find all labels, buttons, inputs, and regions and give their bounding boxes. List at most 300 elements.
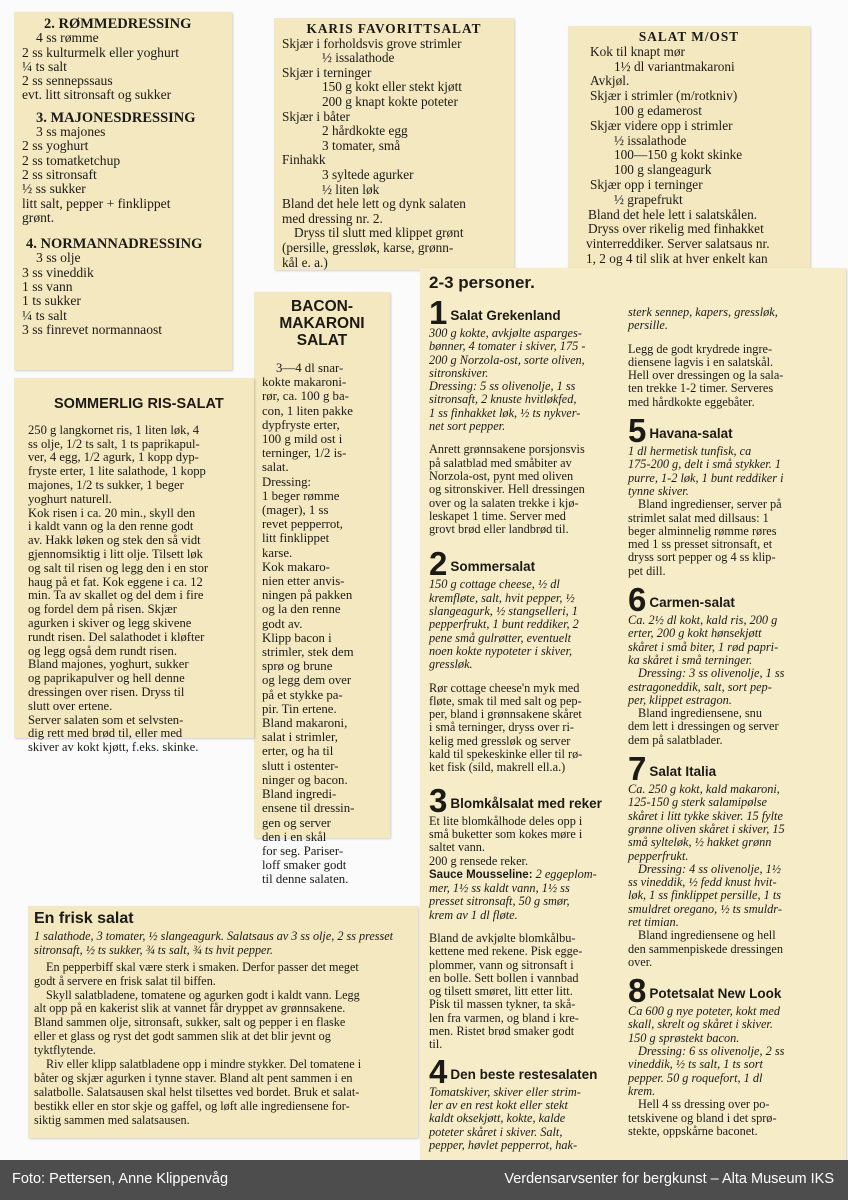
text-line: kremfløte, salt, hvit pepper, ½ <box>429 590 575 605</box>
text-line: strimler, stek dem <box>262 645 354 660</box>
text-line: vineddik, ½ ts salt, 1 ts sort <box>628 1057 763 1072</box>
text-line: i kaldt vann og la den renne godt <box>28 519 194 534</box>
text-line: Pisk til massen tykner, ta skå- <box>429 997 576 1012</box>
text-line: loff smaker godt <box>262 858 347 873</box>
salad-6-ingredients <box>628 614 840 707</box>
text-line: 3 ss vineddik <box>22 264 94 280</box>
text-line: SALAT <box>296 332 348 349</box>
personer-left-column <box>429 273 635 1152</box>
text-line: slangeagurk, ½ stangselleri, 1 <box>429 604 578 619</box>
text-line: med dressing nr. 2. <box>282 210 383 226</box>
text-line: 3 ss olje <box>36 250 81 266</box>
text-line: ½ grapefrukt <box>614 191 683 207</box>
dressing-4-title: 4. NORMANNADRESSING <box>26 236 203 253</box>
text-line: over. <box>628 954 653 969</box>
text-line: (mager), 1 ss <box>262 503 329 518</box>
text-line: slutt over ertene. <box>28 698 113 713</box>
salad-4-ingredients-cont <box>628 306 840 333</box>
text-line: 3 tomater, små <box>322 137 401 153</box>
text-line: bønner, 4 tomater i skiver, 175 - <box>429 339 586 354</box>
text-line: på et stykke pa- <box>262 687 343 702</box>
text-line: Avkjøl. <box>590 73 630 89</box>
text-line: løk, 1 ss finklippet persille, 1 ts <box>628 888 782 903</box>
text-line: pepperfrukt. <box>628 848 689 863</box>
text-line: Bland majones, yoghurt, sukker <box>28 657 189 672</box>
text-line: skåret i små biter, 1 rød papri- <box>628 639 779 654</box>
text-line: med 1 ss presset sitronsaft, et <box>628 537 773 552</box>
text-line: 3 syltede agurker <box>322 166 414 182</box>
text-line: Skjær i terninger <box>282 64 372 80</box>
salad-3-sauce-first: 2 eggeplom- <box>532 866 597 881</box>
text-line: til. <box>429 1037 443 1052</box>
text-line: rør, ca. 100 g ba- <box>262 389 349 404</box>
salad-6-title: Carmen-salat <box>649 595 735 611</box>
salad-3-title: Blomkålsalat med reker <box>450 795 602 811</box>
salad-2 <box>429 545 635 775</box>
text-line: den i en skål <box>262 829 327 844</box>
text-line: pet dill. <box>628 563 666 578</box>
text-line: til denne salaten. <box>262 872 349 887</box>
salad-7 <box>628 750 840 969</box>
salat-m-ost-clipping <box>568 26 810 284</box>
dressing-4-lines <box>22 251 224 337</box>
text-line: len fra varmen, og bland i kre- <box>429 1010 579 1025</box>
text-line: 200 g Norzola-ost, sorte oliven, <box>429 352 585 367</box>
text-line: leskapet 1 time. Server med <box>429 508 566 523</box>
text-line: 100—150 g kokt skinke <box>614 147 743 163</box>
text-line: pepperfrukt, 1 bunt reddiker, 2 <box>429 617 579 632</box>
text-line: Klipp bacon i <box>262 630 332 645</box>
personer-right-column <box>628 306 840 1138</box>
text-line: 2 ss tomatketchup <box>22 152 121 168</box>
text-line: 250 g langkornet ris, 1 liten løk, 4 <box>28 422 200 437</box>
bacon-makaroni-clipping <box>254 292 390 887</box>
text-line: nien etter anvis- <box>262 574 345 589</box>
salad-5-title: Havana-salat <box>649 426 733 442</box>
text-line: sitronsaft, ½ ts sukker, ¾ ts salt, ¾ ts hvit pepper. <box>34 942 273 957</box>
text-line: Kok risen i ca. 20 min., skyll den <box>28 505 196 520</box>
text-line: saltet vann. <box>429 840 486 855</box>
text-line: stekte, oppskårne baconet. <box>628 1123 758 1138</box>
text-line: fløte, smak til med salt og pep- <box>429 693 582 708</box>
salad-3-number: 3 <box>429 781 448 819</box>
salad-2-text <box>429 682 635 775</box>
text-line: ningen på pakken <box>262 588 353 603</box>
text-line: con, 1 liten pakke <box>262 403 353 418</box>
text-line: kaldt oksekjøtt, kokte, kalde <box>429 1111 566 1126</box>
bacon-lines <box>262 361 382 887</box>
text-line: og legg dem over <box>262 673 352 688</box>
text-line: vinterreddiker. Server salatsaus nr. <box>586 236 770 252</box>
text-line: (persille, gressløk, karse, grønn- <box>282 239 454 255</box>
salad-5-number: 5 <box>628 412 647 450</box>
salad-8-title: Potetsalat New Look <box>649 986 782 1002</box>
text-line: Et lite blomkålhode deles opp i <box>429 813 583 828</box>
salad-4-ingredients <box>429 1086 635 1152</box>
text-line: Dressing: 5 ss olivenolje, 1 ss <box>429 379 576 394</box>
text-line: men. Ristet brød smaker godt <box>429 1024 575 1039</box>
text-line: Skjær videre opp i strimler <box>590 117 733 133</box>
text-line: persille. <box>628 318 668 333</box>
text-line: dem på salatblader. <box>628 732 723 747</box>
text-line: 4 ss rømme <box>36 30 99 46</box>
text-line: 150 g kokt eller stekt kjøtt <box>322 79 462 95</box>
text-line: Bland sammen olje, sitronsaft, sukker, salt og pepper i en flaske <box>34 1015 346 1030</box>
text-line: Dressing: 3 ss olivenolje, 1 ss <box>638 666 785 681</box>
text-line: kelig med gressløk og server <box>429 733 571 748</box>
text-line: ninger og bacon. <box>262 772 348 787</box>
text-line: 3 ss majones <box>36 124 106 140</box>
text-line: smuldret oregano, ½ ts smuldr- <box>628 901 782 916</box>
text-line: ½ issalathode <box>614 132 687 148</box>
text-line: og legg også dem rundt risen. <box>28 643 177 658</box>
salad-2-title: Sommersalat <box>450 559 536 575</box>
text-line: krem av 1 dl fløte. <box>429 907 518 922</box>
text-line: Skyll salatbladene, tomatene og agurken godt i kaldt vann. Legg <box>46 987 360 1002</box>
en-frisk-salat-clipping <box>28 906 418 1138</box>
text-line: Anrett grønnsakene porsjonsvis <box>429 442 585 457</box>
text-line: siktig sammen med salatsausen. <box>34 1112 190 1127</box>
text-line: og la den renne <box>262 602 341 617</box>
text-line: agurken i skiver og legg skivene <box>28 615 192 630</box>
salad-8-ingredients <box>628 1005 840 1098</box>
text-line: ½ liten løk <box>322 181 380 197</box>
text-line: 2 ss sennepssaus <box>22 73 113 89</box>
text-line: og salt til risen og legg den i en stor <box>28 560 209 575</box>
text-line: ket fisk (sild, makrell ell.a.) <box>429 760 566 775</box>
text-line: ss vineddik, ½ fedd knust hvit- <box>628 875 777 890</box>
text-line: skiver av kokt kjøtt, f.eks. skinke. <box>28 740 199 755</box>
text-line: for seg. Pariser- <box>262 843 344 858</box>
text-line: den sammenpiskede dressingen <box>628 941 784 956</box>
text-line: og tilsett smøret, litt etter litt. <box>429 984 573 999</box>
text-line: haug på et fat. Kok eggene i ca. 12 <box>28 574 203 589</box>
text-line: 100 g mild ost i <box>262 432 343 447</box>
text-line: pepper, høvlet pepperrot, hak- <box>429 1137 578 1152</box>
text-line: beger alminnelig rømme røres <box>628 523 777 538</box>
text-line: Kok makaro- <box>262 559 330 574</box>
text-line: over og la salaten trekke i kjø- <box>429 495 579 510</box>
salad-5 <box>628 412 840 578</box>
text-line: Finhakk <box>282 152 326 168</box>
text-line: Bland makaroni, <box>262 716 348 731</box>
text-line: 1½ dl variantmakaroni <box>614 58 735 74</box>
text-line: BACON- <box>291 298 353 315</box>
text-line: godt av. <box>262 616 303 631</box>
text-line: skall, skrelt og skåret i skiver. <box>628 1017 773 1032</box>
text-line: 1 ss vann <box>22 279 73 295</box>
text-line: ensene til dressin- <box>262 801 355 816</box>
text-line: terninger, 1/2 is- <box>262 446 347 461</box>
text-line: kald til spekeskinke eller til rø- <box>429 747 583 762</box>
text-line: Ca 600 g nye poteter, kokt med <box>628 1004 780 1019</box>
text-line: grovt brød eller landbrød til. <box>429 522 569 537</box>
text-line: og fordel dem på risen. Skjær <box>28 602 177 617</box>
text-line: karse. <box>262 545 293 560</box>
text-line: poteter skåret i skiver. Salt, <box>429 1124 563 1139</box>
ost-lines <box>576 45 802 282</box>
text-line: pepper. 50 g roquefort, 1 dl <box>628 1070 763 1085</box>
museum-credit: Verdensarvsenter for bergkunst – Alta Museum IKS <box>504 1171 834 1187</box>
text-line: Hell 4 ss dressing over po- <box>638 1097 770 1112</box>
salad-5-ingredients <box>628 445 840 498</box>
ris-lines <box>28 424 246 755</box>
text-line: 100 g edamerost <box>614 102 702 118</box>
salad-2-number: 2 <box>429 545 448 583</box>
text-line: Ca. 2½ dl kokt, kald ris, 200 g <box>628 613 778 628</box>
text-line: godt å servere en frisk salat til biffen. <box>34 973 216 988</box>
text-line: litt finklippet <box>262 531 330 546</box>
karis-title: KARIS FAVORITTSALAT <box>306 21 482 36</box>
text-line: Skjær i båter <box>282 108 350 124</box>
text-line: Server salaten som et selvsten- <box>28 712 184 727</box>
text-line: Tomatskiver, skiver eller strim- <box>429 1084 581 1099</box>
text-line: evt. litt sitronsaft og sukker <box>22 87 172 103</box>
text-line: 3—4 dl snar- <box>276 361 344 375</box>
text-line: ½ ss sukker <box>22 181 86 197</box>
frisk-lines <box>34 961 412 1128</box>
text-line: ¼ ts salt <box>22 58 67 74</box>
text-line: på salatblad med småbiter av <box>429 455 572 470</box>
text-line: ka skåret i små terninger. <box>628 652 753 667</box>
text-line: 3 ss finrevet normannaost <box>22 321 163 337</box>
text-line: gressløk. <box>429 657 473 672</box>
salad-4-text <box>628 343 840 409</box>
text-line: plommer, vann og sitronsaft i <box>429 957 574 972</box>
text-line: en bolle. Sett bollen i vannbad <box>429 970 579 985</box>
salad-6-number: 6 <box>628 581 647 619</box>
text-line: eller et glass og ryst det godt sammen slik at det blir jevnt og <box>34 1029 331 1044</box>
salad-1 <box>429 294 635 537</box>
text-line: 1 beger rømme <box>262 488 340 503</box>
text-line: tetskivene og bland i det sprø- <box>628 1110 777 1125</box>
salad-6 <box>628 581 840 747</box>
personer-header: 2-3 personer. <box>429 273 535 292</box>
text-line: 2 ss yoghurt <box>22 138 89 154</box>
text-line: dig rett med brød til, eller med <box>28 726 183 741</box>
text-line: Bland ingredienser, server på <box>638 497 782 512</box>
text-line: kettene med rekene. Pisk egge- <box>429 944 583 959</box>
salad-8 <box>628 972 840 1138</box>
text-line: båter og skjær agurken i tynne staver. Bland alt pent sammen i en <box>34 1070 353 1085</box>
text-line: 2 ss sitronsaft <box>22 166 97 182</box>
text-line: Norzola-ost, pynt med oliven <box>429 468 574 483</box>
salad-3-text-1 <box>429 815 635 868</box>
text-line: med hårdkokte eggebåter. <box>628 394 755 409</box>
salad-8-text <box>628 1098 840 1138</box>
text-line: per, bland i grønnsakene skåret <box>429 707 582 722</box>
text-line: kål e. a.) <box>282 254 328 270</box>
dressing-2-title: 2. RØMMEDRESSING <box>44 16 192 32</box>
text-line: Bland de avkjølte blomkålbu- <box>429 930 576 945</box>
text-line: Legg de godt krydrede ingre- <box>628 341 773 356</box>
photo-credit: Foto: Pettersen, Anne Klippenvåg <box>12 1171 229 1187</box>
text-line: ver, 4 egg, 1/2 agurk, 1 kopp dyp- <box>28 450 199 465</box>
text-line: dem lett i dressingen og server <box>628 719 779 734</box>
salad-8-number: 8 <box>628 972 647 1010</box>
text-line: grønt. <box>22 209 55 225</box>
text-line: dressingen over risen. Dryss til <box>28 684 185 699</box>
salad-1-ingredients <box>429 327 635 433</box>
text-line: MAKARONI <box>279 315 365 332</box>
text-line: og paprikapulver og hell denne <box>28 671 185 686</box>
salad-3 <box>429 781 635 1052</box>
text-line: net sort pepper. <box>429 419 506 434</box>
text-line: av. Hakk løken og stek den så vidt <box>28 533 201 548</box>
text-line: 175-200 g, delt i små stykker. 1 <box>628 457 782 472</box>
text-line: Hell over dressingen og la sala- <box>628 368 784 383</box>
dressing-3-title: 3. MAJONESDRESSING <box>36 109 196 126</box>
text-line: 125-150 g sterk salamipølse <box>628 795 768 810</box>
text-line: 150 g sprøstekt bacon. <box>628 1030 740 1045</box>
text-line: salatbolle. Salatsausen skal helst tilsettes ved bordet. Bruk et salat- <box>34 1084 360 1099</box>
text-line: 1, 2 og 4 til slik at hver enkelt kan <box>586 250 768 266</box>
salad-3-sauce-ingredients <box>429 882 635 922</box>
text-line: i små terninger, dryss over ri- <box>429 720 574 735</box>
salad-7-text <box>628 929 840 969</box>
text-line: 150 g cottage cheese, ½ dl <box>429 577 560 592</box>
text-line: Skjær opp i terninger <box>590 176 703 192</box>
dressing-2-lines <box>22 31 224 102</box>
text-line: Dryss over rikelig med finhakket <box>588 221 764 237</box>
text-line: Riv eller klipp salatbladene opp i mindre stykker. Del tomatene i <box>46 1057 362 1072</box>
text-line: Bland ingrediensene og hell <box>638 928 776 943</box>
salad-4-title: Den beste restesalaten <box>450 1066 598 1082</box>
text-line: gen og server <box>262 815 331 830</box>
text-line: 1 dl hermetisk tunfisk, ca <box>628 444 752 459</box>
text-line: erter, og ha til <box>262 744 334 759</box>
text-line: yoghurt naturell. <box>28 491 112 506</box>
text-line: Skjær i strimler (m/rotkniv) <box>590 88 738 104</box>
text-line: sterk sennep, kapers, gressløk, <box>628 305 778 319</box>
text-line: dypfryste erter, <box>262 417 340 432</box>
karis-lines <box>282 37 506 271</box>
text-line: pene små gulrøtter, eventuelt <box>429 630 572 645</box>
bacon-title <box>262 298 382 349</box>
text-line: slutt i ostenter- <box>262 758 339 773</box>
text-line: gjennomsiktig i litt olje. Tilsett løk <box>28 546 203 561</box>
salad-1-number: 1 <box>429 294 448 331</box>
text-line: og sitronskiver. Hell dressingen <box>429 482 585 497</box>
text-line: Dressing: 6 ss olivenolje, 2 ss <box>638 1044 785 1059</box>
frisk-intro <box>34 930 412 958</box>
ris-title: SOMMERLIG RIS-SALAT <box>54 396 224 412</box>
text-line: Bland ingrediensene, snu <box>638 706 762 721</box>
salad-4 <box>429 1052 635 1152</box>
text-line: min. Ta av skallet og del dem i fire <box>28 588 204 603</box>
text-line: per, klippet estragon. <box>628 692 732 707</box>
text-line: ret timian. <box>628 914 679 929</box>
text-line: 2 ss kulturmelk eller yoghurt <box>22 44 180 60</box>
text-line: skåret i litt tykke skiver. 15 fylte <box>628 808 783 823</box>
text-line: kokte makaroni- <box>262 375 347 390</box>
text-line: alt opp på en kakerist slik at vannet får dryppet av grønnsakene. <box>34 1001 346 1016</box>
text-line: presset sitronsaft, 50 g smør, <box>429 894 570 909</box>
text-line: tyktflytende. <box>34 1043 96 1058</box>
text-line: Kok til knapt mør <box>590 43 685 59</box>
text-line: strimlet salat med dillsaus: 1 <box>628 510 769 525</box>
text-line: Bland det hele lett i salatskålen. <box>588 206 758 222</box>
sommerlig-ris-salat-clipping <box>14 378 254 755</box>
text-line: majones, 1/2 ts sukker, 1 beger <box>28 477 184 492</box>
text-line: ½ issalathode <box>322 50 395 66</box>
photo-credit-bar <box>0 1160 848 1200</box>
text-line: Bland det hele lett og dynk salaten <box>282 196 466 212</box>
salad-6-text <box>628 707 840 747</box>
text-line: ten trekke 1-2 timer. Serveres <box>628 381 774 396</box>
text-line: noen kokte nypoteter i skiver, <box>429 643 573 658</box>
personer-clipping <box>420 268 846 1160</box>
text-line: 1 ss finhakket løk, ½ ts nykver- <box>429 405 581 420</box>
text-line: 1 salathode, 3 tomater, ½ slangeagurk. Salatsaus av 3 ss olje, 2 ss presset <box>34 928 394 943</box>
salad-3-sauce-label: Sauce Mousseline: <box>429 868 533 881</box>
text-line: Dressing: <box>262 474 312 489</box>
frisk-title: En frisk salat <box>34 910 134 927</box>
text-line: ss olje, 1/2 ts salt, 1 ts paprikapul- <box>28 436 200 451</box>
text-line: Skjær i forholdsvis grove strimler <box>282 35 462 51</box>
salad-4-number: 4 <box>429 1052 448 1090</box>
text-line: salat. <box>262 460 289 475</box>
text-line: litt salt, pepper + finklippet <box>22 195 171 211</box>
text-line: rundt risen. Del salathodet i kløfter <box>28 629 205 644</box>
text-line: Bland ingredi- <box>262 787 337 802</box>
text-line: 1 ts sukker <box>22 293 81 309</box>
salad-1-text <box>429 443 635 536</box>
salad-7-title: Salat Italia <box>649 764 717 780</box>
text-line: sitronskiver. <box>429 365 489 380</box>
text-line: 200 g knapt kokte poteter <box>322 93 458 109</box>
salad-7-ingredients <box>628 783 840 929</box>
text-line: En pepperbiff skal være sterk i smaken. Derfor passer det meget <box>46 959 359 974</box>
text-line: bestikk eller en stor skje og gaffel, og løft alle ingrediensene for- <box>34 1098 350 1113</box>
text-line: 100 g slangeagurk <box>614 162 712 178</box>
text-line: Rør cottage cheese'n myk med <box>429 680 580 695</box>
text-line: 2 hårdkokte egg <box>322 123 408 139</box>
text-line: krem. <box>628 1083 656 1098</box>
text-line: Dressing: 4 ss olivenolje, 1½ <box>638 861 781 876</box>
dressing-3-lines <box>22 125 224 225</box>
salad-5-text <box>628 498 840 578</box>
text-line: tynne skiver. <box>628 483 689 498</box>
text-line: grønne oliven skåret i skiver, 15 <box>628 821 785 836</box>
text-line: fryste erter, 1 lite salathode, 1 kopp <box>28 464 206 479</box>
salad-1-title: Salat Grekenland <box>450 308 561 323</box>
text-line: Dryss til slutt med klippet grønt <box>294 225 464 241</box>
text-line: små sylteløk, ½ hakket grønn <box>628 835 772 850</box>
text-line: purre, 1-2 løk, 1 bunt reddiker i <box>628 470 784 485</box>
dressings-clipping <box>14 12 232 370</box>
text-line: små buketter som kokes møre i <box>429 826 583 841</box>
text-line: estragoneddik, salt, sort pep- <box>628 679 772 694</box>
text-line: revet pepperrot, <box>262 517 344 532</box>
salad-7-number: 7 <box>628 750 647 788</box>
text-line: Ca. 250 g kokt, kald makaroni, <box>628 782 780 797</box>
salad-2-ingredients <box>429 578 635 671</box>
text-line: ler av en rest kokt eller stekt <box>429 1097 568 1112</box>
text-line: ¼ ts salt <box>22 307 67 323</box>
salad-3-text-2 <box>429 932 635 1052</box>
ost-title: SALAT M/OST <box>638 29 740 44</box>
karis-favorittsalat-clipping <box>274 18 514 270</box>
text-line: pir. Tin ertene. <box>262 701 337 716</box>
text-line: dryss sort pepper og 4 ss klip- <box>628 550 776 565</box>
text-line: 300 g kokte, avkjølte asparges- <box>429 326 582 340</box>
text-line: diensene lagvis i en salatskål. <box>628 354 774 369</box>
text-line: sitronsaft, 2 knuste hvitløkfed, <box>429 392 577 407</box>
text-line: erter, 200 g kokt hønsekjøtt <box>628 626 762 641</box>
text-line: sprø og brune <box>262 659 333 674</box>
text-line: 200 g rensede reker. <box>429 853 529 868</box>
